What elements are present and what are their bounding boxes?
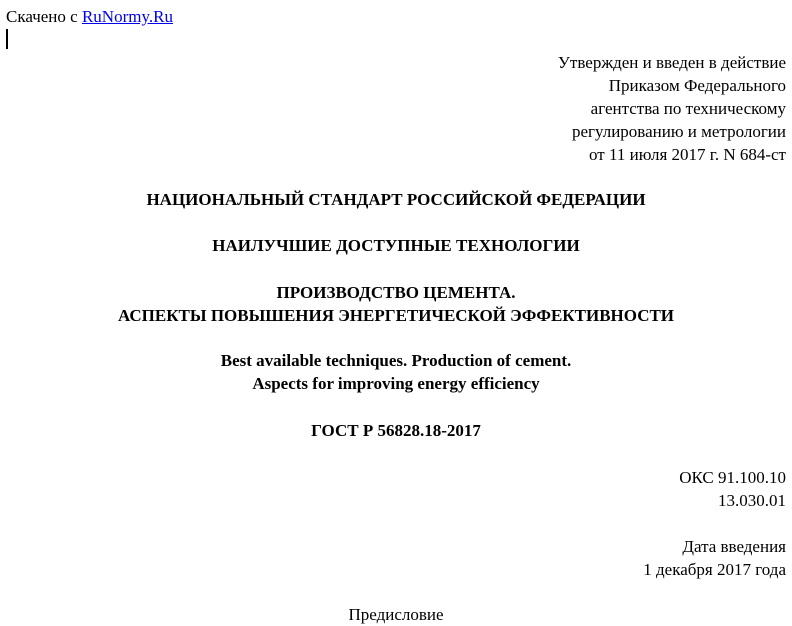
code-line: ОКС 91.100.10	[679, 468, 786, 487]
classification-codes	[679, 466, 786, 512]
standard-type-heading	[0, 188, 792, 211]
title-ru-line: ПРОИЗВОДСТВО ЦЕМЕНТА.	[276, 283, 516, 302]
approval-line: регулированию и метрологии	[571, 122, 786, 141]
introduction-date	[643, 535, 786, 581]
approval-line: Приказом Федерального	[608, 76, 786, 95]
designation-text: ГОСТ Р 56828.18-2017	[311, 421, 481, 440]
approval-block	[558, 51, 786, 166]
source-prefix: Скачено с	[6, 7, 82, 26]
code-line: 13.030.01	[718, 491, 786, 510]
title-en-line: Aspects for improving energy efficiency	[252, 374, 540, 393]
title-en-line: Best available techniques. Production of cement.	[220, 351, 572, 370]
approval-line: от 11 июля 2017 г. N 684-ст	[589, 145, 786, 164]
intro-date-label: Дата введения	[682, 537, 786, 556]
title-ru-heading	[0, 281, 792, 327]
approval-line: Утвержден и введен в действие	[557, 53, 786, 72]
intro-date-value: 1 декабря 2017 года	[643, 560, 786, 579]
preface-heading: Предисловие	[348, 605, 444, 624]
designation-heading	[0, 419, 792, 442]
title-ru-line: АСПЕКТЫ ПОВЫШЕНИЯ ЭНЕРГЕТИЧЕСКОЙ ЭФФЕКТИВНОСТИ	[117, 306, 675, 325]
title-en-heading	[0, 349, 792, 395]
standard-type-text: НАЦИОНАЛЬНЫЙ СТАНДАРТ РОССИЙСКОЙ ФЕДЕРАЦИИ	[146, 190, 646, 209]
source-link[interactable]: RuNormy.Ru	[81, 7, 173, 26]
series-title-text: НАИЛУЧШИЕ ДОСТУПНЫЕ ТЕХНОЛОГИИ	[212, 236, 580, 255]
approval-line: агентства по техническому	[590, 99, 786, 118]
download-source-line	[6, 5, 173, 28]
text-cursor	[6, 29, 8, 49]
series-title-heading	[0, 234, 792, 257]
